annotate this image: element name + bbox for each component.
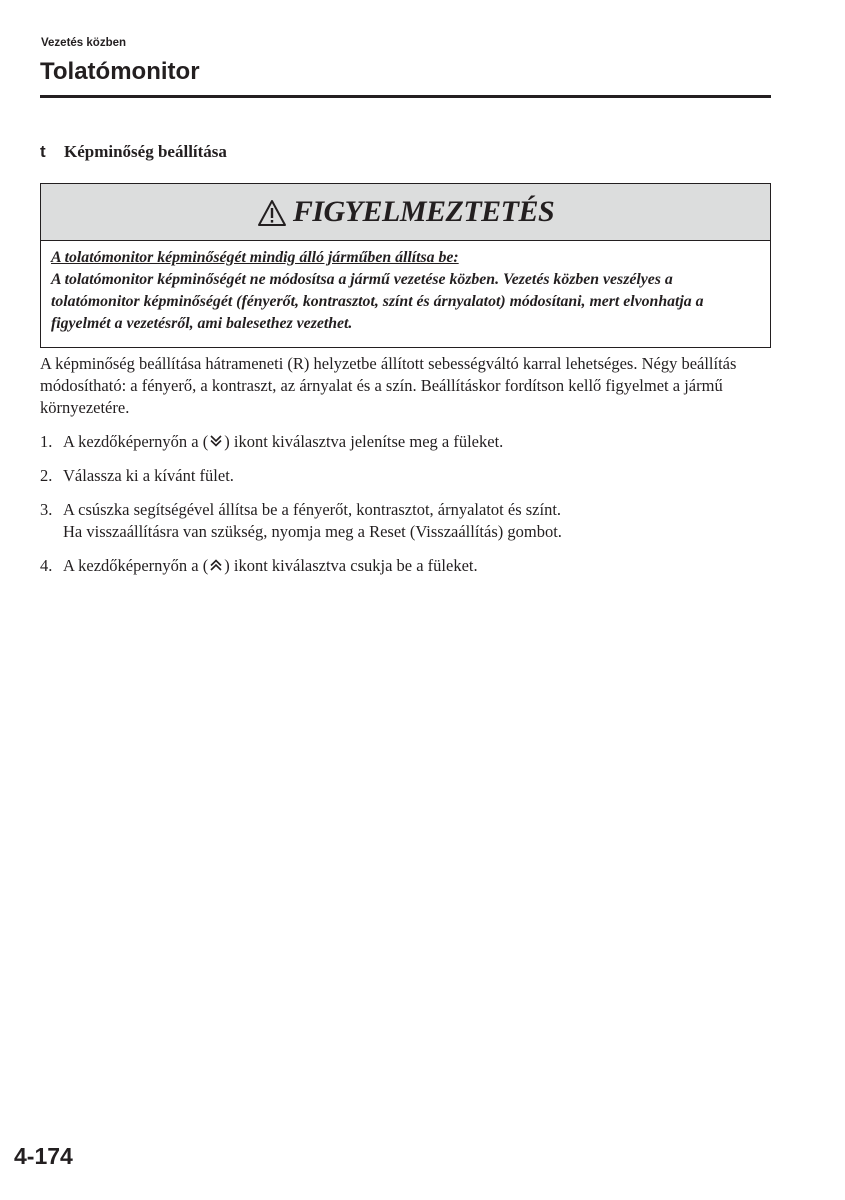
step-body (63, 499, 562, 543)
step-body (63, 465, 234, 487)
step-text: A csúszka segítségével állítsa be a fényerőt, kontrasztot, árnyalatot és színt. (63, 500, 562, 519)
subheading-bullet: t (40, 142, 46, 161)
step-text: ) ikont kiválasztva jelenítse meg a füleket. (224, 432, 504, 451)
page-title: Tolatómonitor (40, 58, 200, 85)
warning-header (41, 184, 770, 241)
subheading-text: Képminőség beállítása (64, 142, 227, 161)
warning-title: FIGYELMEZTETÉS (292, 195, 555, 228)
warning-body (41, 241, 770, 335)
step-text-continued: Ha visszaállításra van szükség, nyomja meg a Reset (Visszaállítás) gombot. (63, 522, 562, 541)
steps-list (40, 431, 780, 589)
list-item (40, 555, 780, 577)
step-text: A kezdőképernyőn a ( (63, 556, 209, 575)
warning-triangle-icon (257, 199, 287, 227)
double-chevron-down-icon (208, 433, 224, 449)
list-item (40, 465, 780, 487)
step-number: 3. (40, 500, 53, 519)
step-text: Válassza ki a kívánt fület. (63, 466, 234, 485)
step-number: 2. (40, 466, 53, 485)
warning-lead: A tolatómonitor képminőségét mindig álló járműben állítsa be: (51, 249, 459, 266)
page-number: 4-174 (14, 1143, 73, 1169)
step-text: ) ikont kiválasztva csukja be a füleket. (224, 556, 478, 575)
warning-box (40, 183, 771, 348)
step-body (63, 555, 478, 577)
list-item (40, 499, 780, 543)
step-text: A kezdőképernyőn a ( (63, 432, 209, 451)
warning-text: A tolatómonitor képminőségét ne módosítsa a jármű vezetése közben. Vezetés közben veszélyes a tolatómonitor képminőségét (fényerőt, kontrasztot, színt és árnyalatot) módosítani, mert elvonhatja a figyelmét a vezetésről, ami balesethez vezethet. (51, 271, 704, 332)
step-number: 1. (40, 432, 53, 451)
intro-paragraph: A képminőség beállítása hátrameneti (R) helyzetbe állított sebességváltó karral lehetséges. Négy beállítás módosítható: a fényerő, a kontraszt, az árnyalat és a szín. Beállításkor fordítson kellő figyelmet a jármű környezetére. (40, 354, 737, 417)
step-body (63, 431, 503, 453)
subheading (40, 141, 227, 163)
list-item (40, 431, 780, 453)
title-rule (40, 95, 771, 98)
step-number: 4. (40, 556, 53, 575)
double-chevron-up-icon (208, 557, 224, 573)
section-label: Vezetés közben (41, 37, 127, 49)
